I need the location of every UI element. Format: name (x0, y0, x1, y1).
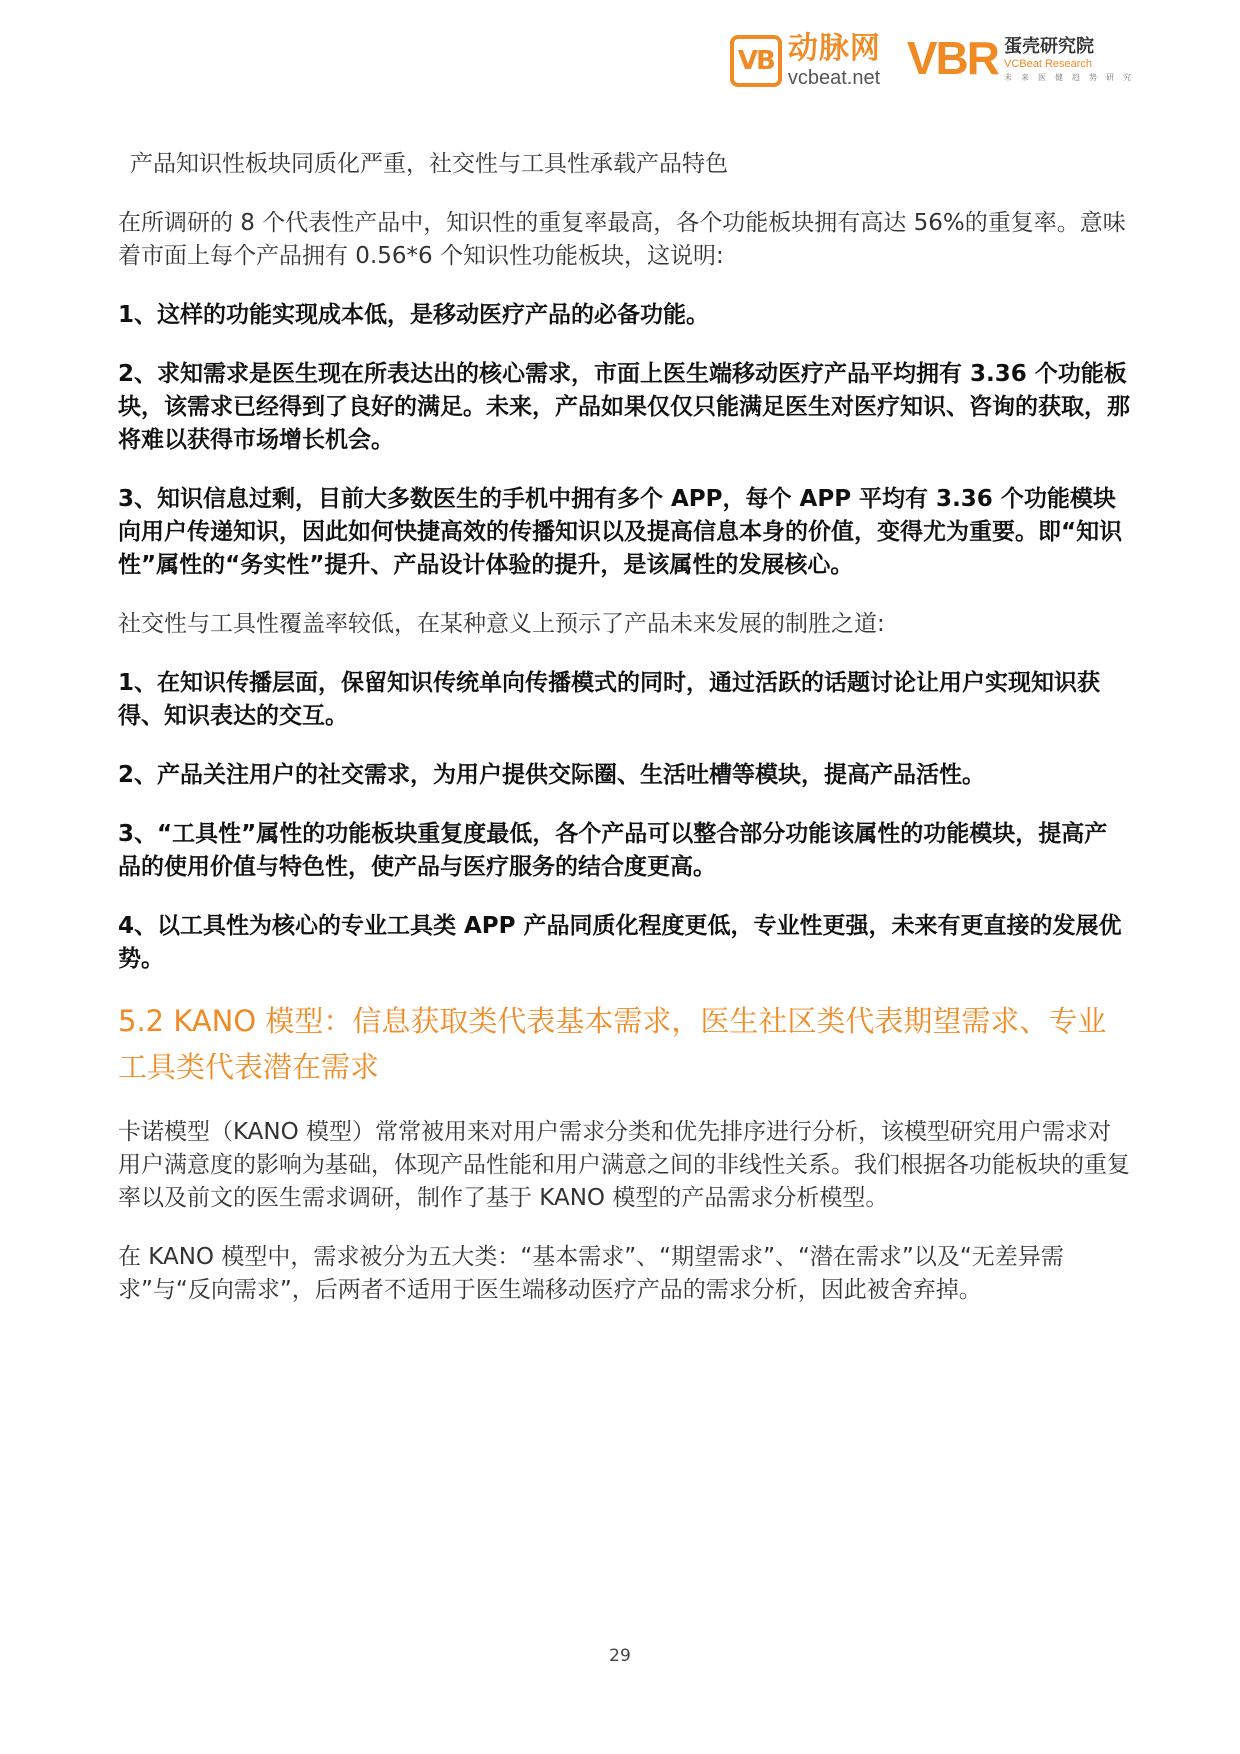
page-content (118, 148, 1130, 1307)
point-core-demand: 2、求知需求是医生现在所表达出的核心需求，市面上医生端移动医疗产品平均拥有 3.36 个功能板块，该需求已经得到了良好的满足。未来，产品如果仅仅只能满足医生对医疗知识、咨询的获取，那将难以获得市场增长机会。 (118, 361, 1130, 453)
vbr-en-name: VCBeat Research (1004, 58, 1093, 70)
vcbeat-name: 动脉网 (787, 31, 881, 66)
point-low-cost: 1、这样的功能实现成本低，是移动医疗产品的必备功能。 (118, 302, 710, 328)
vbr-logo (907, 34, 1140, 82)
point-info-overload: 3、知识信息过剩，目前大多数医生的手机中拥有多个 APP，每个 APP 平均有 3.36 个功能模块向用户传递知识，因此如何快捷高效的传播知识以及提高信息本身的价值，变得尤为重要。即“知识性”属性的“务实性”提升、产品设计体验的提升，是该属性的发展核心。 (118, 486, 1123, 578)
point-tool-attribute: 3、“工具性”属性的功能板块重复度最低，各个产品可以整合部分功能该属性的功能模块，提高产品的使用价值与特色性，使产品与医疗服务的结合度更高。 (118, 821, 1108, 880)
paragraph-social-tool: 社交性与工具性覆盖率较低，在某种意义上预示了产品未来发展的制胜之道: (118, 611, 885, 637)
vbr-tagline: 未来医健趋势研究 (1004, 73, 1140, 82)
header (730, 31, 1140, 96)
section-heading: 5.2 KANO 模型：信息获取类代表基本需求，医生社区类代表期望需求、专业工具类代表潜在需求 (118, 1004, 1107, 1084)
vcbeat-logo-mark: VB (730, 35, 782, 87)
point-social-needs: 2、产品关注用户的社交需求，为用户提供交际圈、生活吐槽等模块，提高产品活性。 (118, 762, 986, 788)
vbr-logo-mark: VBR (906, 32, 998, 84)
point-professional-tools: 4、以工具性为核心的专业工具类 APP 产品同质化程度更低，专业性更强，未来有更直接的发展优势。 (118, 913, 1122, 972)
paragraph-repetition-rate: 在所调研的 8 个代表性产品中，知识性的重复率最高，各个功能板块拥有高达 56%的重复率。意味着市面上每个产品拥有 0.56*6 个知识性功能板块，这说明: (118, 210, 1126, 269)
page-number: 29 (609, 1646, 631, 1666)
point-knowledge-spread: 1、在知识传播层面，保留知识传统单向传播模式的同时，通过活跃的话题讨论让用户实现知识获得、知识表达的交互。 (118, 670, 1101, 729)
vcbeat-url: vcbeat.net (787, 67, 881, 89)
paragraph-kano-intro: 卡诺模型（KANO 模型）常常被用来对用户需求分类和优先排序进行分析，该模型研究用户需求对用户满意度的影响为基础，体现产品性能和用户满意之间的非线性关系。我们根据各功能板块的重复率以及前文的医生需求调研，制作了基于 KANO 模型的产品需求分析模型。 (118, 1119, 1130, 1211)
section-subtitle: 产品知识性板块同质化严重，社交性与工具性承载产品特色 (130, 151, 728, 177)
paragraph-kano-categories: 在 KANO 模型中，需求被分为五大类：“基本需求”、“期望需求”、“潜在需求”以及“无差异需求”与“反向需求”，后两者不适用于医生端移动医疗产品的需求分析，因此被舍弃掉。 (118, 1244, 1064, 1303)
vbr-name: 蛋壳研究院 (1004, 36, 1094, 57)
vcbeat-logo (730, 31, 881, 89)
